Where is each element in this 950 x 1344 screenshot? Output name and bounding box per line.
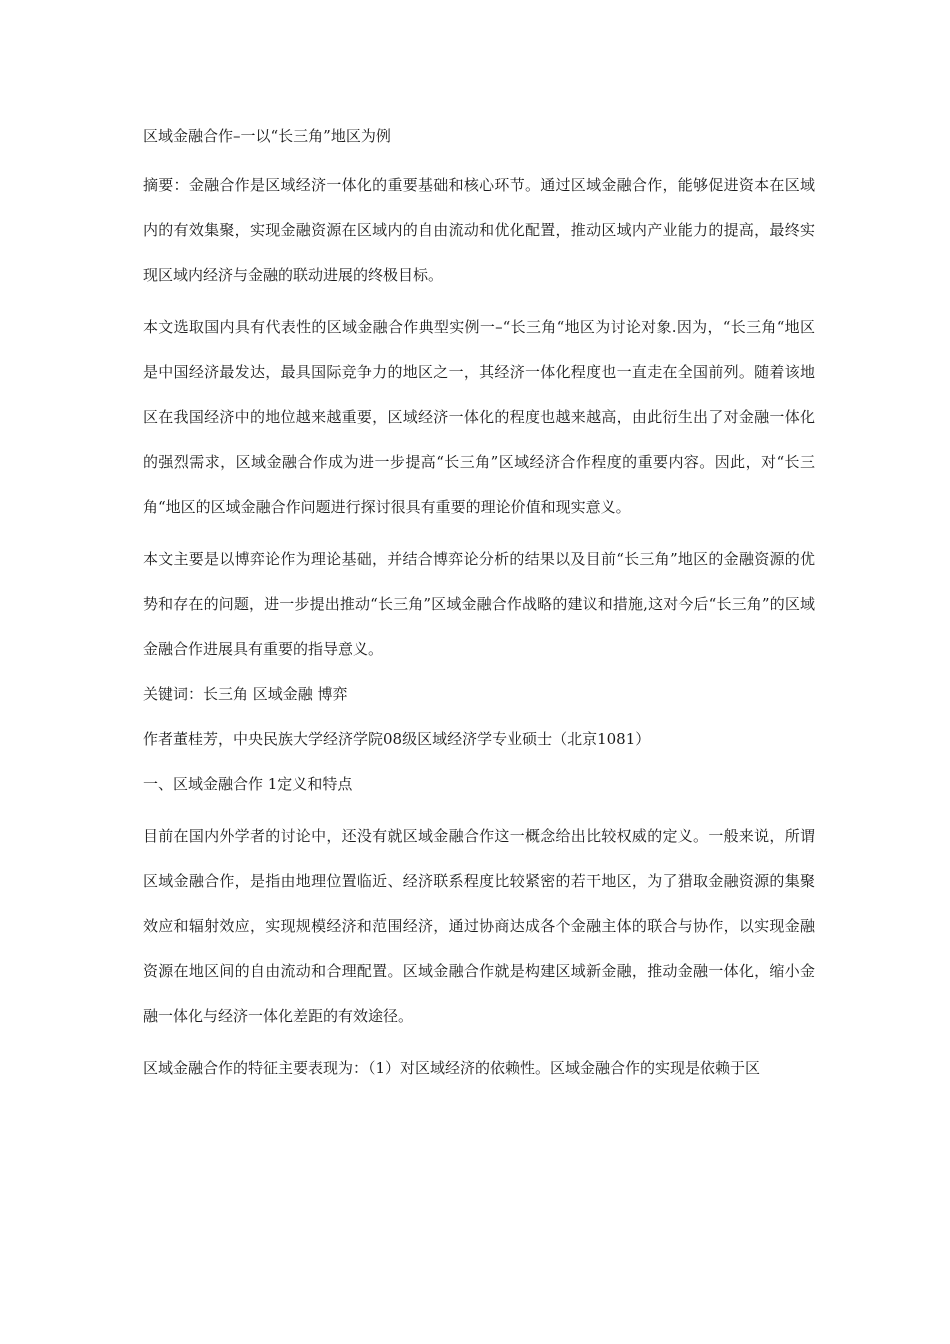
document-page [143,126,815,1091]
section-heading: 一、区域金融合作 1定义和特点 [143,775,353,793]
abstract-paragraph: 摘要：金融合作是区域经济一体化的重要基础和核心环节。通过区域金融合作，能够促进资本在区域内的有效集聚，实现金融资源在区域内的自由流动和优化配置，推动区域内产业能力的提高，最终实现区域内经济与金融的联动进展的终极目标。 [143,176,815,284]
intro-paragraph-2: 本文主要是以博弈论作为理论基础，并结合博弈论分析的结果以及目前“长三角”地区的金融资源的优势和存在的问题，进一步提出推动“长三角”区域金融合作战略的建议和措施,这对今后“长三角”的区域金融合作进展具有重要的指导意义。 [143,550,815,658]
author-line: 作者董桂芳，中央民族大学经济学院08级区域经济学专业硕士（北京1081） [143,730,651,748]
definition-paragraph: 目前在国内外学者的讨论中，还没有就区域金融合作这一概念给出比较权威的定义。一般来说，所谓区域金融合作，是指由地理位置临近、经济联系程度比较紧密的若干地区，为了猎取金融资源的集聚效应和辐射效应，实现规模经济和范围经济，通过协商达成各个金融主体的联合与协作，以实现金融资源在地区间的自由流动和合理配置。区域金融合作就是构建区域新金融，推动金融一体化，缩小金融一体化与经济一体化差距的有效途径。 [143,827,815,1025]
features-paragraph: 区域金融合作的特征主要表现为：（1）对区域经济的依赖性。区域金融合作的实现是依赖于区 [143,1059,761,1077]
keywords-line: 关键词：长三角 区域金融 博弈 [143,685,348,703]
document-title: 区域金融合作–一以“长三角”地区为例 [143,127,391,145]
intro-paragraph-1: 本文选取国内具有代表性的区域金融合作典型实例一–“长三角“地区为讨论对象.因为，“长三角“地区是中国经济最发达，最具国际竞争力的地区之一，其经济一体化程度也一直走在全国前列。随着该地区在我国经济中的地位越来越重要，区域经济一体化的程度也越来越高，由此衍生出了对金融一体化的强烈需求，区域金融合作成为进一步提高“长三角”区域经济合作程度的重要内容。因此，对“长三角“地区的区域金融合作问题进行探讨很具有重要的理论价值和现实意义。 [143,318,815,516]
